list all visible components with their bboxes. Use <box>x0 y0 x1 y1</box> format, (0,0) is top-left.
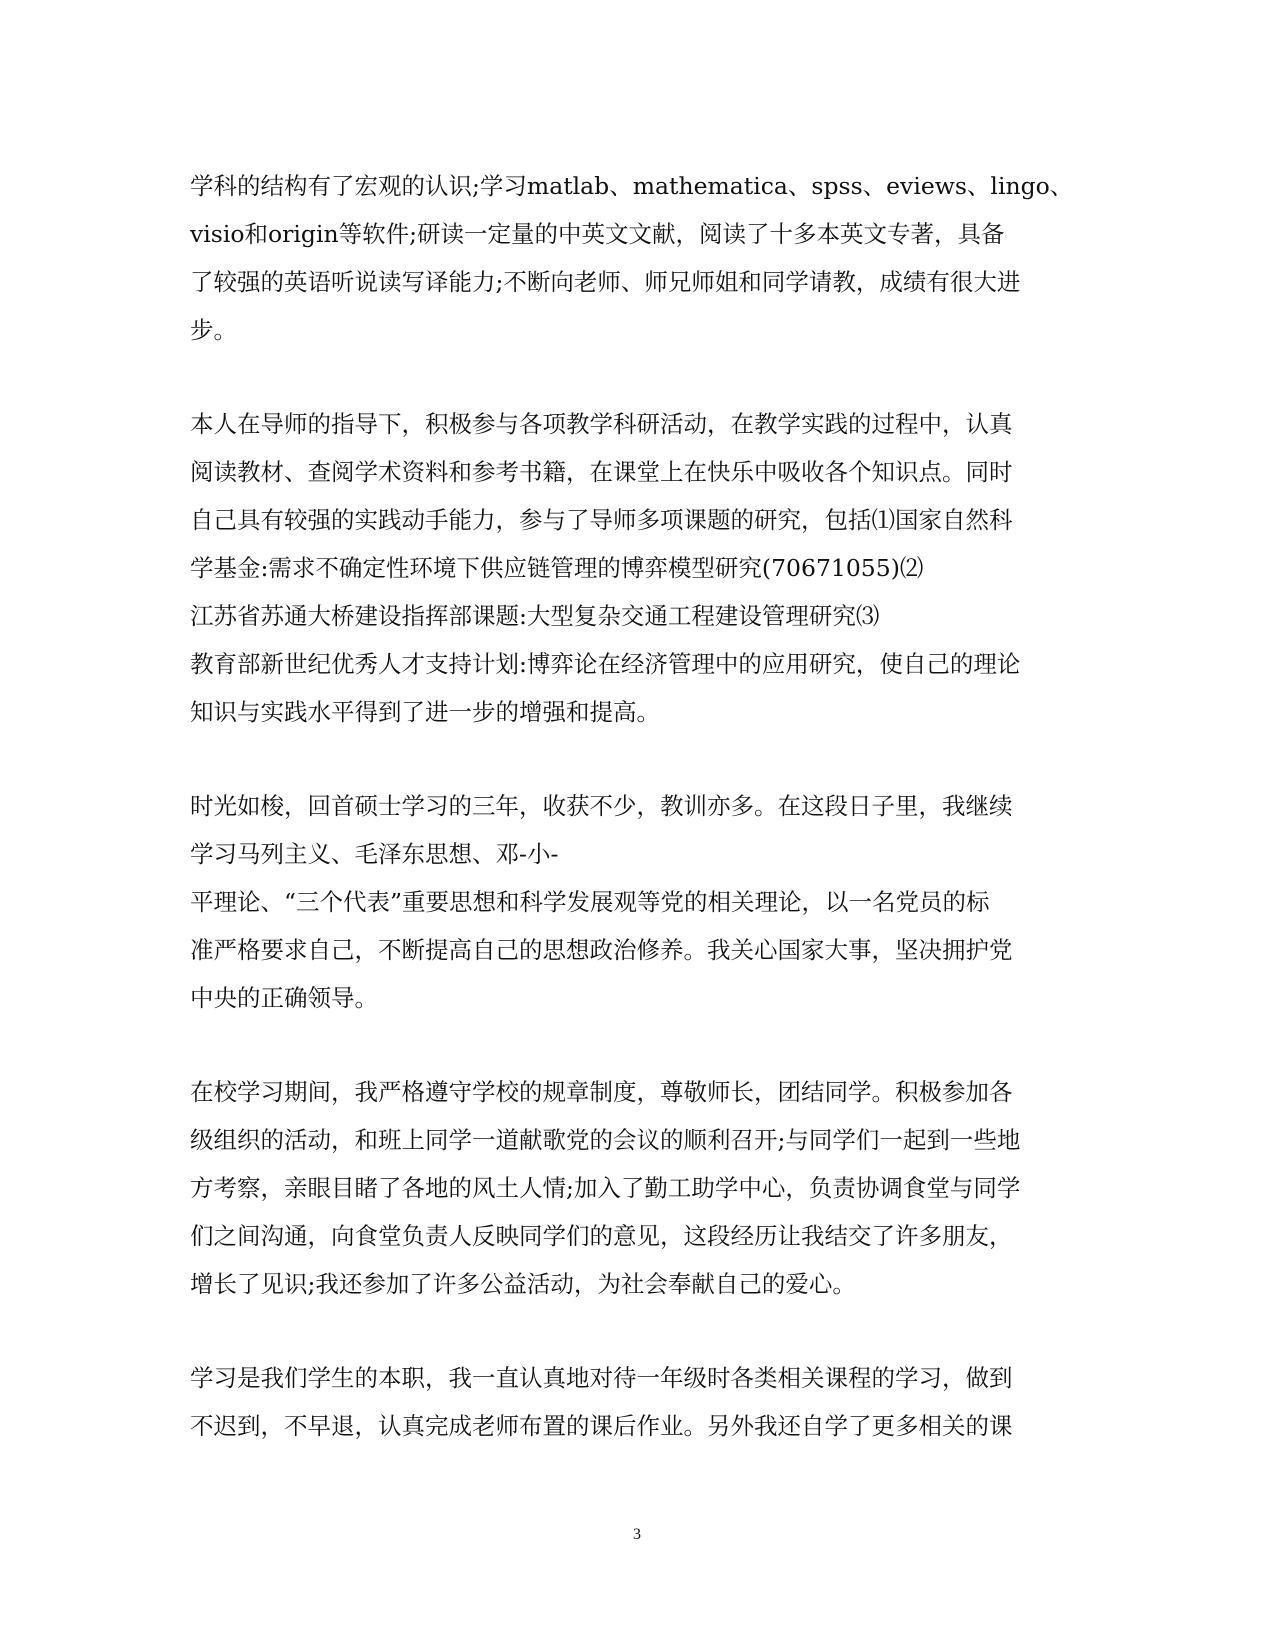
text-line: 平理论、“三个代表”重要思想和科学发展观等党的相关理论，以一名党员的标 <box>190 888 990 916</box>
paragraph-2 <box>190 400 1080 736</box>
text-line: 级组织的活动，和班上同学一道献歌党的会议的顺利召开;与同学们一起到一些地 <box>190 1126 1021 1154</box>
paragraph-1 <box>190 162 1080 354</box>
text-line: 学科的结构有了宏观的认识;学习matlab、mathematica、spss、eviews、lingo、 <box>190 172 1074 200</box>
paragraph-4 <box>190 1068 1080 1308</box>
text-line: 知识与实践水平得到了进一步的增强和提高。 <box>190 698 660 726</box>
text-line: 准严格要求自己，不断提高自己的思想政治修养。我关心国家大事，坚决拥护党 <box>190 936 1013 964</box>
text-line: 江苏省苏通大桥建设指挥部课题:大型复杂交通工程建设管理研究⑶ <box>190 602 880 630</box>
text-line: visio和origin等软件;研读一定量的中英文文献，阅读了十多本英文专著，具备 <box>190 220 1005 248</box>
text-line: 学习马列主义、毛泽东思想、邓-小- <box>190 840 559 868</box>
text-line: 中央的正确领导。 <box>190 984 378 1012</box>
text-line: 时光如梭，回首硕士学习的三年，收获不少，教训亦多。在这段日子里，我继续 <box>190 792 1013 820</box>
text-line: 步。 <box>190 316 237 344</box>
page-number: 3 <box>633 1526 641 1543</box>
text-line: 学习是我们学生的本职，我一直认真地对待一年级时各类相关课程的学习，做到 <box>190 1364 1013 1392</box>
text-line: 在校学习期间，我严格遵守学校的规章制度，尊敬师长，团结同学。积极参加各 <box>190 1078 1013 1106</box>
text-line: 增长了见识;我还参加了许多公益活动，为社会奉献自己的爱心。 <box>190 1270 856 1298</box>
text-line: 们之间沟通，向食堂负责人反映同学们的意见，这段经历让我结交了许多朋友， <box>190 1222 1013 1250</box>
text-line: 不迟到，不早退，认真完成老师布置的课后作业。另外我还自学了更多相关的课 <box>190 1412 1013 1440</box>
document-body <box>190 162 1080 1496</box>
text-line: 了较强的英语听说读写译能力;不断向老师、师兄师姐和同学请教，成绩有很大进 <box>190 268 1021 296</box>
text-line: 本人在导师的指导下，积极参与各项教学科研活动，在教学实践的过程中，认真 <box>190 410 1013 438</box>
paragraph-3 <box>190 782 1080 1022</box>
paragraph-5 <box>190 1354 1080 1450</box>
text-line: 自己具有较强的实践动手能力，参与了导师多项课题的研究，包括⑴国家自然科 <box>190 506 1013 534</box>
text-line: 学基金:需求不确定性环境下供应链管理的博弈模型研究(70671055)⑵ <box>190 554 924 582</box>
text-line: 方考察，亲眼目睹了各地的风土人情;加入了勤工助学中心，负责协调食堂与同学 <box>190 1174 1021 1202</box>
text-line: 阅读教材、查阅学术资料和参考书籍，在课堂上在快乐中吸收各个知识点。同时 <box>190 458 1013 486</box>
text-line: 教育部新世纪优秀人才支持计划:博弈论在经济管理中的应用研究，使自己的理论 <box>190 650 1021 678</box>
